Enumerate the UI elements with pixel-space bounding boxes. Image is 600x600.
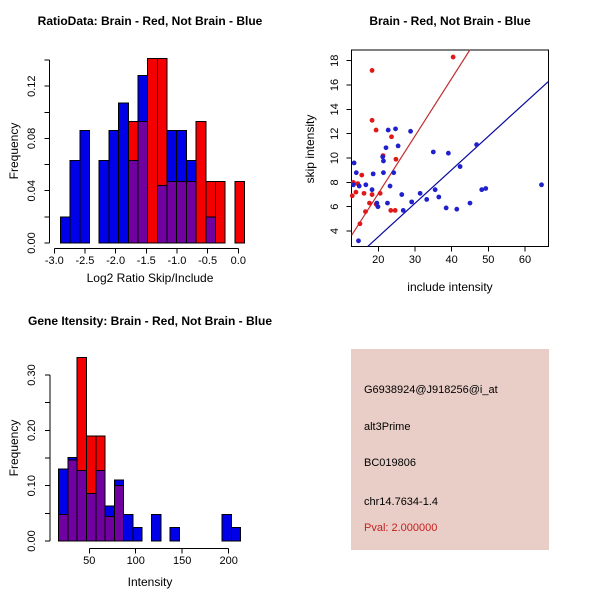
data-point-red bbox=[388, 208, 393, 213]
y-tick-label: 8 bbox=[329, 179, 341, 186]
x-tick-label: 100 bbox=[126, 555, 145, 567]
scatter-title: Brain - Red, Not Brain - Blue bbox=[369, 14, 531, 28]
hist-bar-overlap bbox=[87, 493, 96, 541]
hist-bar-blue bbox=[170, 528, 179, 541]
hist-bar-blue bbox=[231, 528, 240, 541]
data-point-blue bbox=[386, 128, 391, 133]
y-tick-label: 12 bbox=[329, 127, 341, 140]
x-tick-label: -2.5 bbox=[75, 255, 95, 267]
hist-bar-overlap bbox=[114, 486, 123, 541]
data-point-red bbox=[393, 208, 398, 213]
data-point-red bbox=[354, 190, 359, 195]
location-text: chr14.7634-1.4 bbox=[364, 496, 438, 508]
data-point-blue bbox=[446, 151, 451, 156]
data-point-blue bbox=[384, 145, 389, 150]
ratio-histogram-title: RatioData: Brain - Red, Not Brain - Blue bbox=[37, 14, 263, 28]
x-tick-label: -2.0 bbox=[106, 255, 126, 267]
data-point-red bbox=[451, 55, 456, 60]
x-tick-label: 20 bbox=[372, 254, 385, 266]
data-point-blue bbox=[363, 182, 368, 187]
data-point-blue bbox=[433, 187, 438, 192]
hist-bar-blue bbox=[80, 131, 90, 243]
info-panel bbox=[351, 349, 549, 550]
x-tick-label: 200 bbox=[219, 555, 238, 567]
data-point-blue bbox=[458, 164, 463, 169]
hist-bar-red bbox=[148, 59, 158, 243]
x-tick-label: -0.5 bbox=[198, 255, 218, 267]
hist-bar-overlap bbox=[77, 471, 86, 541]
data-point-red bbox=[389, 134, 394, 139]
data-point-blue bbox=[431, 150, 436, 155]
x-tick-label: -3.0 bbox=[44, 255, 64, 267]
x-tick-label: 0.0 bbox=[230, 255, 246, 267]
data-point-blue bbox=[436, 195, 441, 200]
ratio-histogram-xlabel: Log2 Ratio Skip/Include bbox=[86, 271, 214, 285]
gene-histogram-plot-area bbox=[0, 300, 300, 600]
data-point-red bbox=[367, 201, 372, 206]
data-point-blue bbox=[351, 182, 356, 187]
data-point-blue bbox=[418, 191, 423, 196]
data-point-blue bbox=[388, 184, 393, 189]
hist-bar-blue bbox=[124, 514, 133, 541]
data-point-red bbox=[370, 192, 375, 197]
data-point-blue bbox=[354, 170, 359, 175]
data-point-blue bbox=[376, 204, 381, 209]
x-tick-label: 60 bbox=[518, 254, 532, 266]
hist-bar-overlap bbox=[96, 471, 105, 541]
ratio-histogram-ylabel: Frequency bbox=[7, 122, 21, 180]
plot-box bbox=[352, 50, 549, 247]
panel-gene-histogram bbox=[0, 300, 300, 600]
data-point-blue bbox=[399, 192, 404, 197]
data-point-blue bbox=[408, 129, 413, 134]
data-point-blue bbox=[370, 187, 375, 192]
hist-bar-red bbox=[215, 182, 225, 243]
data-point-blue bbox=[385, 201, 390, 206]
hist-bar-overlap bbox=[138, 121, 148, 243]
y-tick-label: 10 bbox=[329, 151, 341, 165]
data-point-red bbox=[359, 173, 364, 178]
hist-bar-overlap bbox=[68, 460, 77, 541]
hist-bar-overlap bbox=[206, 217, 216, 243]
hist-bar-red bbox=[235, 182, 245, 243]
y-tick-label: 0.10 bbox=[26, 474, 38, 497]
x-tick-label: -1.5 bbox=[136, 255, 156, 267]
hist-bar-blue bbox=[222, 514, 231, 541]
y-tick-label: 0.30 bbox=[26, 364, 38, 386]
hist-bar-blue bbox=[109, 131, 119, 243]
gene-histogram-title: Gene Itensity: Brain - Red, Not Brain - Blue bbox=[27, 314, 273, 328]
pval-text: Pval: 2.000000 bbox=[364, 522, 438, 534]
hist-bar-overlap bbox=[167, 182, 177, 243]
x-tick-label: 150 bbox=[173, 555, 192, 567]
y-tick-label: 4 bbox=[329, 228, 341, 235]
data-point-blue bbox=[393, 126, 398, 131]
y-tick-label: 6 bbox=[329, 203, 341, 210]
y-tick-label: 14 bbox=[329, 103, 341, 116]
data-point-blue bbox=[371, 171, 376, 176]
hist-bar-overlap bbox=[177, 182, 187, 243]
x-tick-label: 50 bbox=[482, 254, 495, 266]
data-point-red bbox=[370, 118, 375, 123]
probe-id-text: G6938924@J918256@i_at bbox=[364, 384, 498, 396]
data-point-blue bbox=[444, 206, 449, 211]
hist-bar-blue bbox=[60, 217, 70, 243]
x-tick-label: -1.0 bbox=[167, 255, 187, 267]
fit-line-blue bbox=[368, 81, 549, 246]
data-point-blue bbox=[454, 207, 459, 212]
data-point-red bbox=[370, 68, 375, 73]
hist-bar-overlap bbox=[59, 514, 68, 541]
data-point-blue bbox=[396, 143, 401, 148]
scatter-ylabel: skip intensity bbox=[303, 114, 317, 184]
y-tick-label: 0.12 bbox=[26, 75, 38, 97]
y-tick-label: 0.00 bbox=[26, 232, 38, 254]
ratio-histogram-plot-area bbox=[0, 0, 300, 300]
y-tick-label: 0.04 bbox=[26, 180, 38, 202]
y-tick-label: 0.20 bbox=[26, 419, 38, 442]
hist-bar-overlap bbox=[128, 161, 138, 243]
gene-histogram-xlabel: Intensity bbox=[127, 575, 173, 589]
data-point-red bbox=[378, 191, 383, 196]
y-tick-label: 0.00 bbox=[26, 530, 38, 552]
data-point-red bbox=[374, 128, 379, 133]
y-tick-label: 18 bbox=[329, 54, 341, 67]
data-point-blue bbox=[401, 208, 406, 213]
hist-bar-blue bbox=[133, 528, 142, 541]
panel-ratio-histogram bbox=[0, 0, 300, 300]
panel-scatter bbox=[300, 0, 600, 300]
hist-bar-blue bbox=[99, 161, 109, 243]
data-point-blue bbox=[474, 142, 479, 147]
data-point-blue bbox=[357, 184, 362, 189]
y-tick-label: 16 bbox=[329, 78, 341, 92]
hist-bar-red bbox=[196, 121, 206, 243]
y-tick-label: 0.08 bbox=[26, 127, 38, 150]
hist-bar-blue bbox=[70, 161, 80, 243]
data-point-blue bbox=[380, 154, 385, 159]
hist-bar-blue bbox=[119, 103, 129, 243]
data-point-red bbox=[358, 221, 363, 226]
data-point-blue bbox=[468, 201, 473, 206]
x-tick-label: 30 bbox=[408, 254, 422, 266]
data-point-blue bbox=[356, 238, 361, 243]
hist-bar-overlap bbox=[105, 517, 114, 541]
data-point-blue bbox=[409, 199, 414, 204]
accession-text: BC019806 bbox=[364, 457, 416, 469]
splice-event-text: alt3Prime bbox=[364, 421, 411, 433]
data-point-blue bbox=[539, 182, 544, 187]
data-point-blue bbox=[352, 161, 357, 166]
data-point-red bbox=[350, 193, 355, 198]
data-point-blue bbox=[483, 186, 488, 191]
data-point-blue bbox=[381, 170, 386, 175]
scatter-plot-area bbox=[300, 0, 600, 300]
hist-bar-blue bbox=[152, 514, 161, 541]
data-point-red bbox=[363, 209, 368, 214]
data-point-red bbox=[394, 157, 399, 162]
panel-info bbox=[300, 300, 600, 600]
hist-bar-overlap bbox=[186, 182, 196, 243]
x-tick-label: 50 bbox=[83, 555, 96, 567]
data-point-blue bbox=[391, 170, 396, 175]
scatter-xlabel: include intensity bbox=[407, 280, 493, 294]
data-point-blue bbox=[424, 197, 429, 202]
data-point-red bbox=[362, 191, 367, 196]
data-point-blue bbox=[381, 159, 386, 164]
gene-histogram-ylabel: Frequency bbox=[7, 419, 21, 477]
hist-bar-overlap bbox=[157, 185, 167, 243]
x-tick-label: 40 bbox=[445, 254, 458, 266]
